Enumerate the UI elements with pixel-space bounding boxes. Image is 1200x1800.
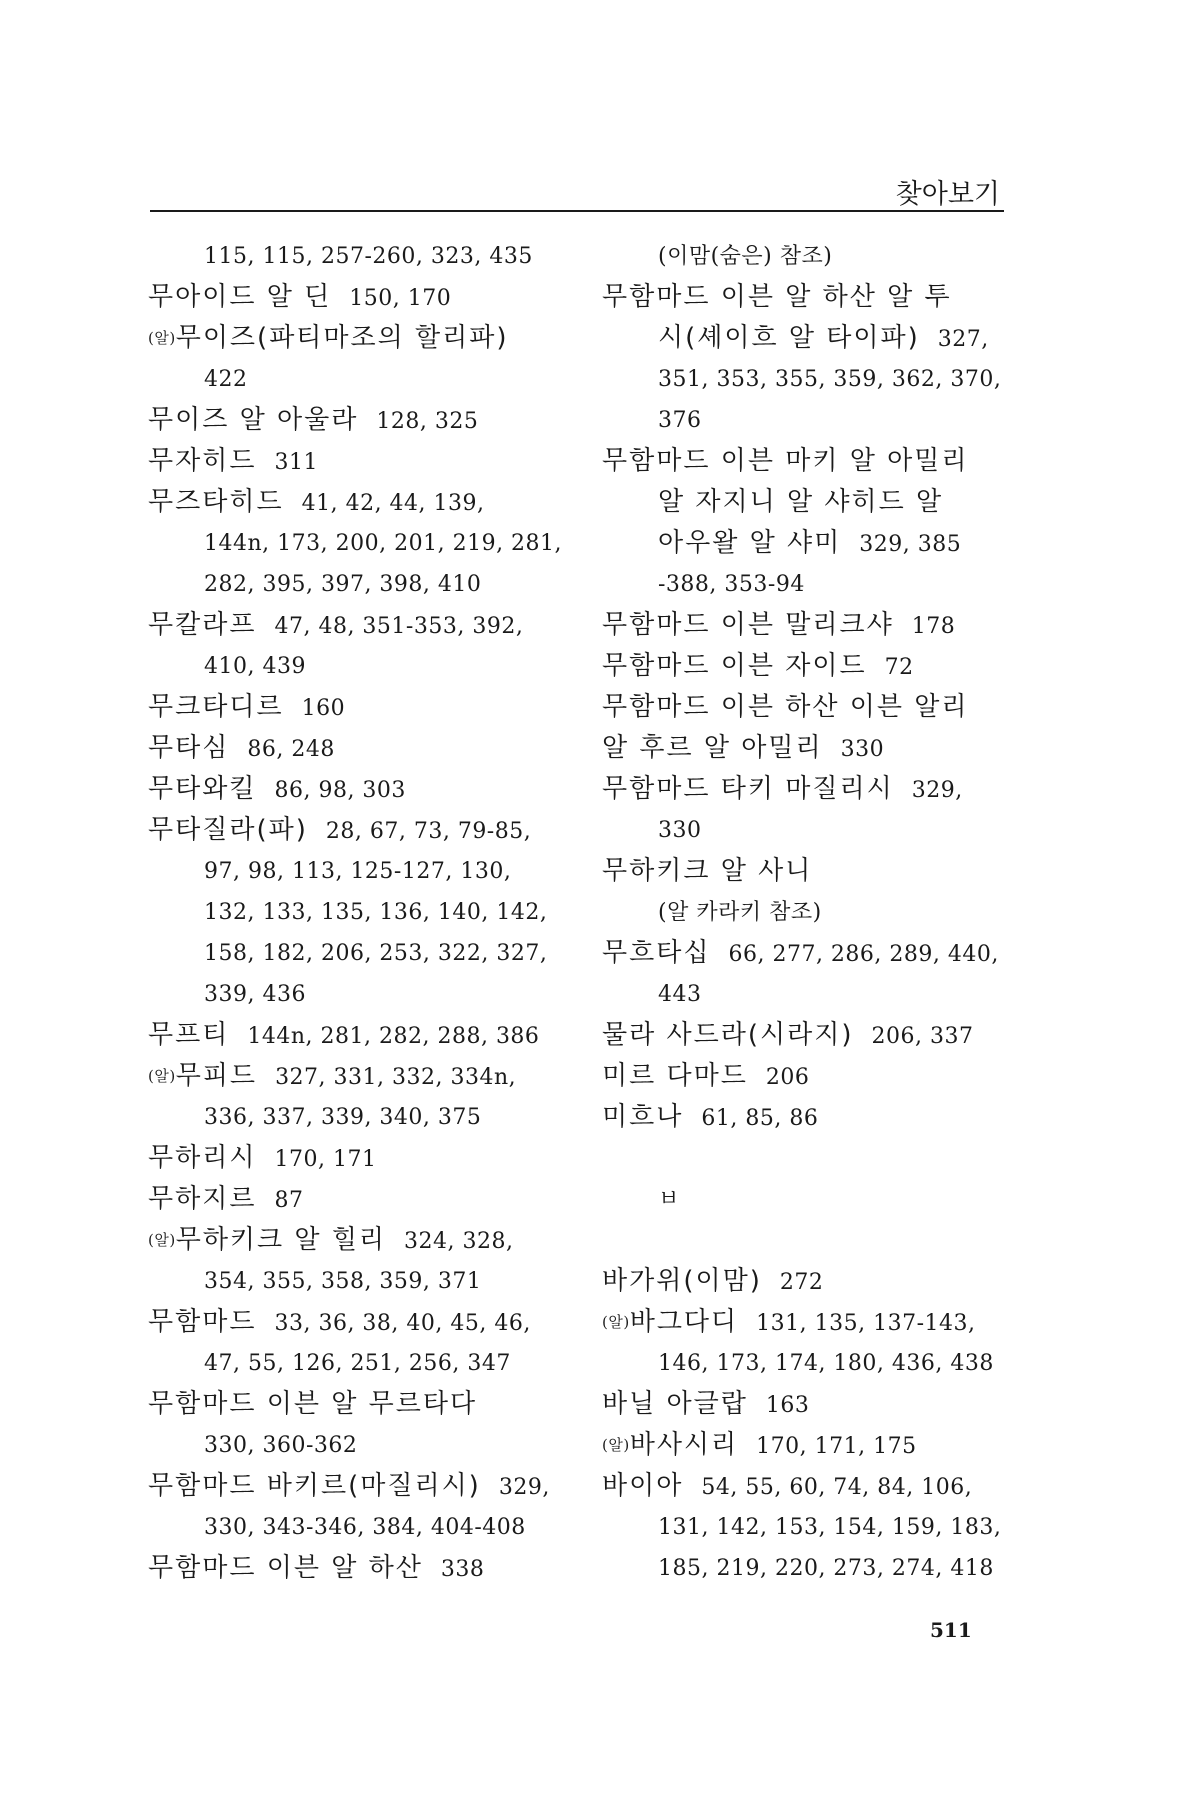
index-entry bbox=[602, 646, 1012, 687]
header-rule bbox=[150, 210, 1004, 212]
index-continuation bbox=[602, 1343, 1012, 1384]
spacer bbox=[602, 1138, 1012, 1179]
index-continuation bbox=[148, 933, 568, 974]
entry-term: 바그다디 bbox=[629, 1307, 739, 1337]
entry-term: 무크타디르 bbox=[148, 692, 284, 722]
entry-pages: 354, 355, 358, 359, 371 bbox=[204, 1269, 482, 1294]
index-entry bbox=[602, 1056, 1012, 1097]
index-continuation bbox=[148, 974, 568, 1015]
entry-term: 바사시리 bbox=[629, 1430, 739, 1460]
entry-pages: 324, 328, bbox=[404, 1229, 514, 1254]
index-continuation bbox=[148, 236, 568, 277]
page-number: 511 bbox=[930, 1618, 972, 1642]
entry-pages: 170, 171, 175 bbox=[756, 1434, 917, 1459]
entry-pages: 336, 337, 339, 340, 375 bbox=[204, 1105, 482, 1130]
index-entry bbox=[602, 1384, 1012, 1425]
index-entry bbox=[148, 1220, 568, 1261]
index-entry bbox=[602, 1015, 1012, 1056]
entry-term: 무흐타십 bbox=[602, 938, 711, 968]
entry-term: 알 후르 알 아밀리 bbox=[602, 733, 823, 763]
entry-prefix: (알) bbox=[148, 1067, 176, 1085]
index-continuation bbox=[602, 236, 1012, 277]
index-continuation bbox=[602, 359, 1012, 400]
index-continuation bbox=[602, 564, 1012, 605]
index-continuation bbox=[602, 400, 1012, 441]
entry-term: 아우왈 알 샤미 bbox=[658, 528, 842, 558]
index-entry bbox=[148, 769, 568, 810]
index-continuation bbox=[602, 892, 1012, 933]
entry-pages: -388, 353-94 bbox=[658, 572, 805, 597]
entry-pages: 443 bbox=[658, 982, 702, 1007]
index-continuation bbox=[148, 564, 568, 605]
entry-pages: 131, 135, 137-143, bbox=[756, 1311, 976, 1336]
index-continuation bbox=[602, 523, 1012, 564]
index-entry bbox=[602, 769, 1012, 810]
entry-pages: 97, 98, 113, 125-127, 130, bbox=[204, 859, 512, 884]
entry-prefix: (알) bbox=[602, 1436, 630, 1454]
entry-term: 무함마드 bbox=[148, 1307, 257, 1337]
entry-pages: 338 bbox=[440, 1557, 485, 1582]
index-continuation bbox=[148, 646, 568, 687]
index-column-left bbox=[148, 236, 568, 1589]
entry-term: 무이즈 알 아울라 bbox=[148, 405, 359, 435]
index-continuation bbox=[148, 1343, 568, 1384]
entry-term: 바닐 아글랍 bbox=[602, 1389, 748, 1419]
entry-pages: 144n, 173, 200, 201, 219, 281, bbox=[204, 531, 563, 556]
entry-pages: (이맘(숨은) 참조) bbox=[658, 244, 833, 269]
entry-pages: 132, 133, 135, 136, 140, 142, bbox=[204, 900, 548, 925]
entry-term: 무하키크 알 사니 bbox=[602, 856, 813, 886]
entry-term: 무피드 bbox=[175, 1061, 258, 1091]
entry-pages: 330, 343-346, 384, 404-408 bbox=[204, 1515, 526, 1540]
entry-term: 무함마드 이븐 마키 알 아밀리 bbox=[602, 446, 969, 476]
entry-pages: 185, 219, 220, 273, 274, 418 bbox=[658, 1556, 994, 1581]
entry-term: 무함마드 이븐 자이드 bbox=[602, 651, 867, 681]
entry-term: 무하리시 bbox=[148, 1143, 257, 1173]
entry-pages: 33, 36, 38, 40, 45, 46, bbox=[274, 1311, 531, 1336]
entry-pages: 72 bbox=[884, 655, 914, 680]
index-entry bbox=[602, 1302, 1012, 1343]
entry-pages: 330 bbox=[840, 737, 885, 762]
index-column-right bbox=[602, 236, 1012, 1589]
entry-pages: 330 bbox=[658, 818, 702, 843]
index-entry bbox=[602, 1425, 1012, 1466]
entry-term: 무타질라(파) bbox=[148, 815, 308, 845]
entry-pages: (알 카라키 참조) bbox=[658, 900, 822, 925]
index-continuation bbox=[602, 810, 1012, 851]
entry-pages: 351, 353, 355, 359, 362, 370, bbox=[658, 367, 1002, 392]
entry-pages: 376 bbox=[658, 408, 702, 433]
entry-term: 무함마드 타키 마질리시 bbox=[602, 774, 894, 804]
entry-term: 무함마드 이븐 알 하산 bbox=[148, 1553, 423, 1583]
entry-pages: 178 bbox=[911, 614, 956, 639]
running-head: 찾아보기 bbox=[895, 179, 1000, 210]
entry-pages: 170, 171 bbox=[274, 1147, 377, 1172]
index-entry bbox=[602, 441, 1012, 482]
entry-term: 무프티 bbox=[148, 1020, 230, 1050]
entry-pages: 47, 48, 351-353, 392, bbox=[274, 614, 524, 639]
entry-pages: 163 bbox=[765, 1393, 810, 1418]
index-entry bbox=[148, 1384, 568, 1425]
entry-pages: 311 bbox=[274, 450, 318, 475]
entry-prefix: (알) bbox=[148, 1231, 176, 1249]
entry-prefix: (알) bbox=[148, 329, 176, 347]
index-entry bbox=[602, 605, 1012, 646]
entry-pages: 86, 248 bbox=[247, 737, 335, 762]
entry-term: 무이즈(파티마조의 할리파) bbox=[175, 323, 509, 353]
entry-pages: 422 bbox=[204, 367, 248, 392]
index-continuation bbox=[148, 523, 568, 564]
index-entry bbox=[148, 1138, 568, 1179]
index-entry bbox=[148, 482, 568, 523]
entry-prefix: (알) bbox=[602, 1313, 630, 1331]
index-entry bbox=[602, 277, 1012, 318]
entry-pages: 87 bbox=[274, 1188, 304, 1213]
entry-pages: 54, 55, 60, 74, 84, 106, bbox=[701, 1475, 973, 1500]
entry-pages: 327, 331, 332, 334n, bbox=[275, 1065, 517, 1090]
entry-pages: 28, 67, 73, 79-85, bbox=[325, 819, 532, 844]
entry-term: 무함마드 이븐 알 하산 알 투 bbox=[602, 282, 952, 312]
index-entry bbox=[148, 441, 568, 482]
entry-term: 알 자지니 알 샤히드 알 bbox=[658, 487, 944, 517]
index-entry bbox=[602, 933, 1012, 974]
index-entry bbox=[602, 1466, 1012, 1507]
entry-term: 미르 다마드 bbox=[602, 1061, 748, 1091]
entry-pages: 272 bbox=[779, 1270, 824, 1295]
entry-term: 무아이드 알 딘 bbox=[148, 282, 332, 312]
index-continuation bbox=[602, 974, 1012, 1015]
index-entry bbox=[148, 318, 568, 359]
index-continuation bbox=[148, 359, 568, 400]
entry-term: 무자히드 bbox=[148, 446, 257, 476]
index-entry bbox=[148, 1302, 568, 1343]
index-entry bbox=[148, 1548, 568, 1589]
entry-pages: 61, 85, 86 bbox=[701, 1106, 819, 1131]
spacer bbox=[602, 1220, 1012, 1261]
entry-term: 무타와킬 bbox=[148, 774, 257, 804]
index-entry bbox=[148, 1015, 568, 1056]
entry-pages: 47, 55, 126, 251, 256, 347 bbox=[204, 1351, 511, 1376]
index-entry bbox=[148, 728, 568, 769]
entry-pages: 41, 42, 44, 139, bbox=[301, 491, 485, 516]
index-entry bbox=[602, 1261, 1012, 1302]
entry-pages: 131, 142, 153, 154, 159, 183, bbox=[658, 1515, 1002, 1540]
index-continuation bbox=[148, 1425, 568, 1466]
entry-pages: 160 bbox=[301, 696, 346, 721]
entry-term: 바이아 bbox=[602, 1471, 684, 1501]
entry-term: 미흐나 bbox=[602, 1102, 684, 1132]
entry-term: 바가위(이맘) bbox=[602, 1266, 762, 1296]
entry-term: 무함마드 이븐 알 무르타다 bbox=[148, 1389, 478, 1419]
index-entry bbox=[602, 728, 1012, 769]
entry-pages: 86, 98, 303 bbox=[274, 778, 406, 803]
index-continuation bbox=[148, 1507, 568, 1548]
entry-pages: 150, 170 bbox=[349, 286, 452, 311]
entry-pages: 128, 325 bbox=[376, 409, 479, 434]
entry-pages: 330, 360-362 bbox=[204, 1433, 358, 1458]
index-continuation bbox=[148, 1097, 568, 1138]
index-entry bbox=[602, 687, 1012, 728]
index-entry bbox=[148, 1056, 568, 1097]
entry-pages: 146, 173, 174, 180, 436, 438 bbox=[658, 1351, 994, 1376]
index-continuation bbox=[602, 1507, 1012, 1548]
entry-term: 무함마드 이븐 하산 이븐 알리 bbox=[602, 692, 969, 722]
index-entry bbox=[148, 277, 568, 318]
entry-pages: 327, bbox=[937, 327, 989, 352]
entry-term: 무칼라프 bbox=[148, 610, 257, 640]
entry-pages: 339, 436 bbox=[204, 982, 306, 1007]
entry-pages: 144n, 281, 282, 288, 386 bbox=[247, 1024, 540, 1049]
index-entry bbox=[602, 1097, 1012, 1138]
entry-term: 무타심 bbox=[148, 733, 230, 763]
entry-pages: 158, 182, 206, 253, 322, 327, bbox=[204, 941, 548, 966]
entry-term: 무함마드 이븐 말리크샤 bbox=[602, 610, 894, 640]
entry-pages: 206, 337 bbox=[871, 1024, 974, 1049]
entry-pages: 206 bbox=[765, 1065, 810, 1090]
index-entry bbox=[148, 1179, 568, 1220]
entry-term: 무즈타히드 bbox=[148, 487, 284, 517]
entry-pages: 66, 277, 286, 289, 440, bbox=[728, 942, 999, 967]
index-continuation bbox=[602, 482, 1012, 523]
index-continuation bbox=[602, 1548, 1012, 1589]
entry-term: 무함마드 바키르(마질리시) bbox=[148, 1471, 481, 1501]
entry-pages: 329, bbox=[498, 1475, 550, 1500]
index-continuation bbox=[148, 892, 568, 933]
entry-pages: 329, bbox=[911, 778, 963, 803]
entry-term: 물라 사드라(시라지) bbox=[602, 1020, 854, 1050]
index-continuation bbox=[148, 851, 568, 892]
entry-pages: 410, 439 bbox=[204, 654, 306, 679]
index-entry bbox=[148, 400, 568, 441]
entry-term: 무하키크 알 힐리 bbox=[175, 1225, 387, 1255]
entry-term: 시(셰이흐 알 타이파) bbox=[658, 323, 920, 353]
index-entry bbox=[602, 851, 1012, 892]
entry-pages: 282, 395, 397, 398, 410 bbox=[204, 572, 482, 597]
index-entry bbox=[148, 687, 568, 728]
index-letter-heading: ㅂ bbox=[658, 1187, 680, 1212]
index-entry bbox=[148, 605, 568, 646]
index-continuation bbox=[602, 318, 1012, 359]
index-entry bbox=[148, 1466, 568, 1507]
index-entry bbox=[148, 810, 568, 851]
entry-term: 무하지르 bbox=[148, 1184, 257, 1214]
entry-pages: 115, 115, 257-260, 323, 435 bbox=[204, 244, 533, 269]
entry-pages: 329, 385 bbox=[859, 532, 962, 557]
index-continuation bbox=[148, 1261, 568, 1302]
